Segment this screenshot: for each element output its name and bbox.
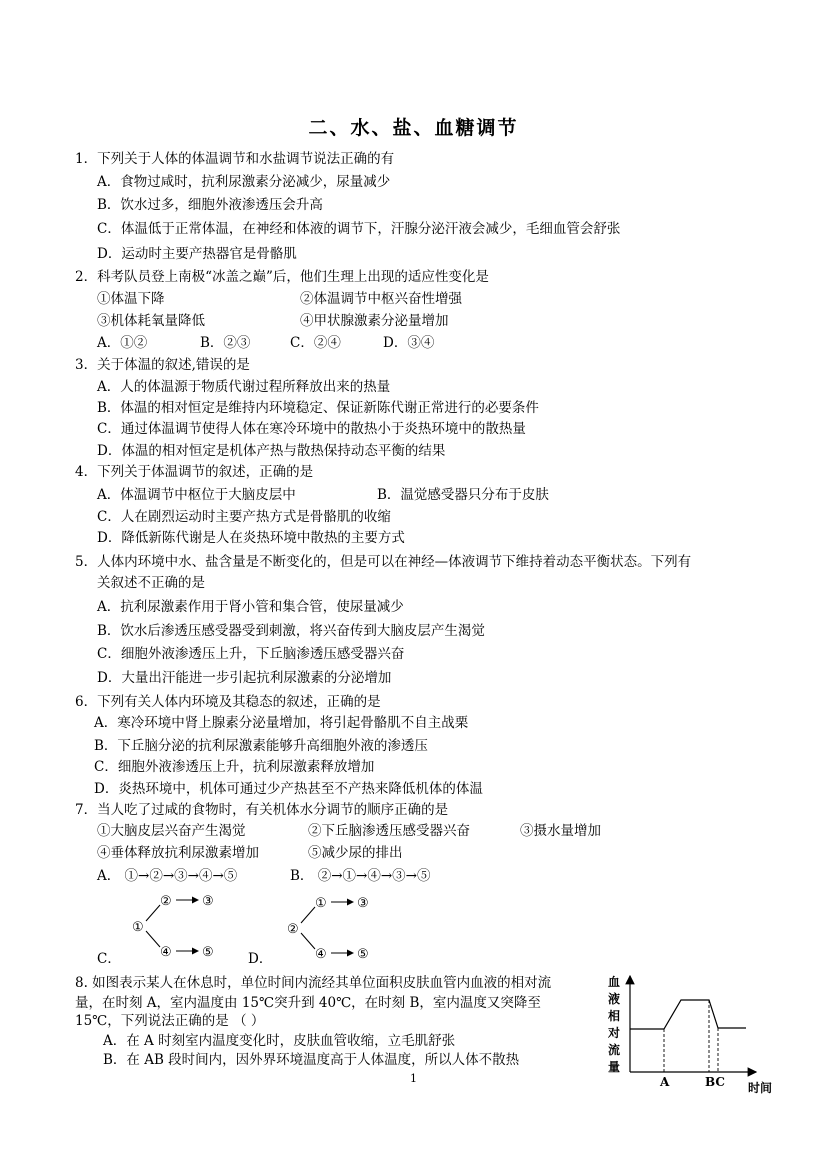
q7-option-b: B． ②→①→④→③→⑤ (290, 868, 431, 884)
flow-c-down-end: ⑤ (202, 945, 214, 960)
chart-ylabel-char-5: 流 (608, 1043, 621, 1057)
q6-option-c: C．细胞外液渗透压上升，抗利尿激素释放增加 (94, 759, 375, 775)
q8-stem-line2: 量，在时刻 A，室内温度由 15℃突升到 40℃，在时刻 B，室内温度又突降至 (75, 995, 541, 1011)
q8-stem-line3: 15℃，下列说法正确的是 （ ） (75, 1013, 265, 1029)
q3-option-a: A．人的体温源于物质代谢过程所释放出来的热量 (97, 379, 391, 395)
q7-flow-diagram-c (128, 888, 228, 968)
flow-d-up-node: ① (315, 896, 327, 911)
q7-flow-diagram-d (283, 890, 383, 970)
q2-item-1: ①体温下降 (97, 291, 165, 307)
chart-flow-line (630, 1000, 746, 1029)
flow-c-down-node: ④ (160, 945, 172, 960)
q5-stem-line1: 5．人体内环境中水、盐含量是不断变化的，但是可以在神经—体液调节下维持着动态平衡状态。下列有 (75, 554, 692, 570)
q5-option-a: A．抗利尿激素作用于肾小管和集合管，使尿量减少 (97, 599, 404, 615)
chart-ylabel-char-2: 液 (608, 992, 621, 1006)
chart-ylabel-char-1: 血 (608, 975, 621, 989)
flow-c-root: ① (132, 920, 144, 935)
q4-option-a: A．体温调节中枢位于大脑皮层中 (97, 487, 296, 503)
q3-option-b: B．体温的相对恒定是维持内环境稳定、保证新陈代谢正常进行的必要条件 (97, 400, 539, 416)
flow-c-branch-up (146, 905, 160, 921)
q7-option-a: A． ①→②→③→④→⑤ (97, 868, 238, 884)
flow-d-branch-up (301, 907, 315, 923)
q4-option-d: D．降低新陈代谢是人在炎热环境中散热的主要方式 (97, 530, 405, 546)
q2-option-a: A．①② (97, 335, 148, 351)
q6-option-d: D．炎热环境中，机体可通过少产热甚至不产热来降低机体的体温 (94, 781, 483, 797)
q2-item-3: ③机体耗氧量降低 (97, 313, 205, 329)
q5-stem-line2: 关叙述不正确的是 (97, 575, 205, 591)
q1-option-b: B．饮水过多，细胞外液渗透压会升高 (97, 197, 323, 213)
flow-d-up-end: ③ (357, 896, 369, 911)
q4-option-c: C．人在剧烈运动时主要产热方式是骨骼肌的收缩 (97, 509, 391, 525)
q3-option-d: D．体温的相对恒定是机体产热与散热保持动态平衡的结果 (97, 443, 446, 459)
q3-option-c: C．通过体温调节使得人体在寒冷环境中的散热小于炎热环境中的散热量 (97, 421, 526, 437)
q7-option-d: D． (248, 951, 273, 967)
q1-stem: 1．下列关于人体的体温调节和水盐调节说法正确的有 (75, 151, 395, 167)
q7-stem: 7．当人吃了过咸的食物时，有关机体水分调节的顺序正确的是 (75, 802, 449, 818)
q7-item-2: ②下丘脑渗透压感受器兴奋 (308, 823, 470, 839)
flow-c-up-end: ③ (202, 894, 214, 909)
q8-option-b: B．在 AB 段时间内，因外界环境温度高于人体温度，所以人体不散热 (103, 1052, 520, 1068)
q7-option-c: C． (97, 951, 121, 967)
q2-item-2: ②体温调节中枢兴奋性增强 (300, 291, 462, 307)
q4-stem: 4．下列关于体温调节的叙述，正确的是 (75, 464, 314, 480)
q7-item-3: ③摄水量增加 (520, 823, 601, 839)
q2-option-c: C．②④ (290, 335, 341, 351)
q5-option-b: B．饮水后渗透压感受器受到刺激，将兴奋传到大脑皮层产生渴觉 (97, 623, 485, 639)
q4-option-b: B．温觉感受器只分布于皮肤 (377, 487, 549, 503)
chart-ylabel-char-3: 相 (608, 1009, 621, 1023)
flow-d-down-end: ⑤ (357, 947, 369, 962)
q7-item-4: ④垂体释放抗利尿激素增加 (97, 845, 259, 861)
q2-item-4: ④甲状腺激素分泌量增加 (300, 313, 449, 329)
q6-option-a: A．寒冷环境中肾上腺素分泌量增加，将引起骨骼肌不自主战栗 (94, 715, 469, 731)
flow-d-branch-down (301, 933, 315, 949)
q6-stem: 6．下列有关人体内环境及其稳态的叙述，正确的是 (75, 694, 381, 710)
q2-option-b: B．②③ (200, 335, 251, 351)
flow-d-root: ② (287, 922, 299, 937)
q1-option-d: D．运动时主要产热器官是骨骼肌 (97, 246, 297, 262)
chart-tick-a: A (660, 1075, 670, 1089)
q7-item-5: ⑤减少尿的排出 (308, 845, 403, 861)
flow-d-down-node: ④ (315, 947, 327, 962)
q6-option-b: B．下丘脑分泌的抗利尿激素能够升高细胞外液的渗透压 (94, 738, 428, 754)
chart-tick-bc: BC (705, 1075, 725, 1089)
chart-xlabel: 时间 (748, 1081, 773, 1095)
q5-option-c: C．细胞外液渗透压上升，下丘脑渗透压感受器兴奋 (97, 646, 405, 662)
q2-stem: 2．科考队员登上南极“冰盖之巅”后，他们生理上出现的适应性变化是 (75, 269, 489, 285)
q5-option-d: D．大量出汗能进一步引起抗利尿激素的分泌增加 (97, 670, 392, 686)
flow-c-branch-down (146, 931, 160, 947)
chart-ylabel-char-4: 对 (608, 1026, 621, 1040)
q1-option-c: C．体温低于正常体温，在神经和体液的调节下，汗腺分泌汗液会减少，毛细血管会舒张 (97, 221, 621, 237)
q8-stem-line1: 8. 如图表示某人在休息时，单位时间内流经其单位面积皮肤血管内血液的相对流 (75, 975, 552, 991)
chart-ylabel-char-6: 量 (608, 1060, 621, 1074)
page-title: 二、水、盐、血糖调节 (308, 117, 519, 139)
q8-option-a: A．在 A 时刻室内温度变化时，皮肤血管收缩，立毛肌舒张 (103, 1033, 456, 1049)
q7-item-1: ①大脑皮层兴奋产生渴觉 (97, 823, 246, 839)
q3-stem: 3．关于体温的叙述,错误的是 (75, 357, 250, 373)
page-number: 1 (410, 1072, 417, 1085)
q1-option-a: A．食物过咸时，抗利尿激素分泌减少，尿量减少 (97, 174, 391, 190)
q2-option-d: D．③④ (383, 335, 435, 351)
flow-c-up-node: ② (160, 894, 172, 909)
